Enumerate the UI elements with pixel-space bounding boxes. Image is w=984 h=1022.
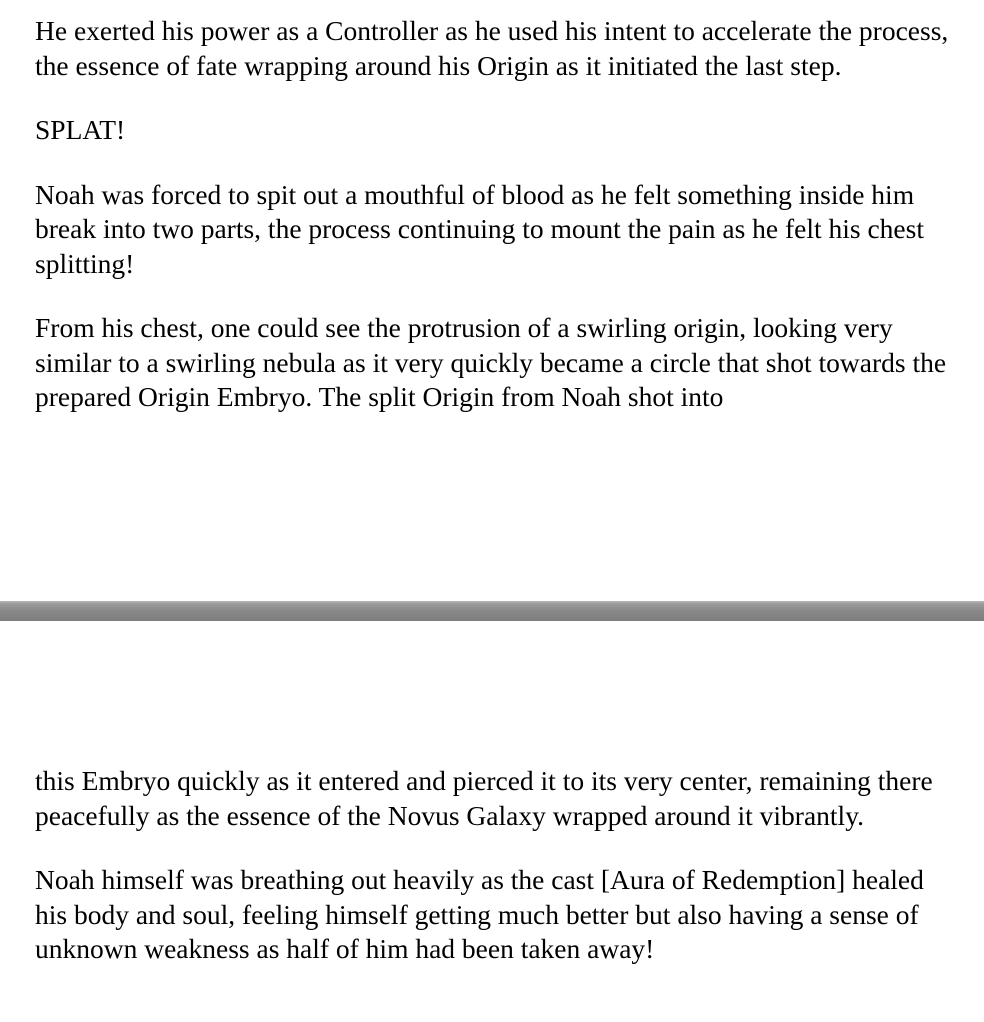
page-divider: [0, 601, 984, 621]
paragraph: He exerted his power as a Controller as he used his intent to accelerate the process, the essence of fate wrapping around his Origin as it initiated the last step.: [35, 15, 949, 81]
paragraph: Noah was forced to spit out a mouthful of blood as he felt something inside him break into two parts, the process continuing to mount the pain as he felt his chest splitting!: [35, 178, 924, 279]
page-2-text: [35, 764, 955, 997]
page-1-text: [35, 14, 955, 445]
paragraph: SPLAT!: [35, 114, 126, 145]
document-page-2: [0, 621, 984, 1022]
paragraph: Noah himself was breathing out heavily as the cast [Aura of Redemption] healed his body and soul, feeling himself getting much better but also having a sense of unknown weakness as half of him had been taken away!: [35, 864, 924, 964]
paragraph: From his chest, one could see the protrusion of a swirling origin, looking very similar to a swirling nebula as it very quickly became a circle that shot towards the prepared Origin Embryo. The split Origin from Noah shot into: [35, 312, 947, 412]
paragraph: this Embryo quickly as it entered and pierced it to its very center, remaining there peacefully as the essence of the Novus Galaxy wrapped around it vibrantly.: [35, 765, 933, 831]
